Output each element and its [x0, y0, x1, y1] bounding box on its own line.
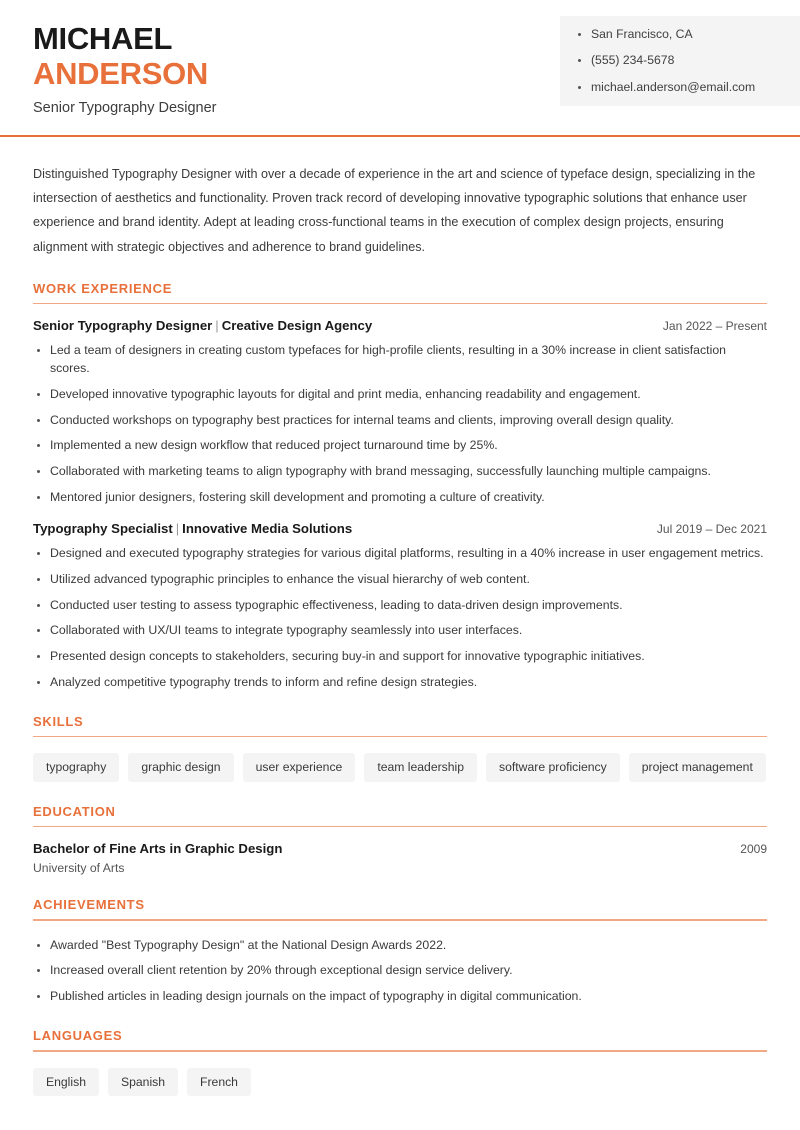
experience-title [33, 318, 372, 333]
experience-bullets [33, 342, 767, 507]
experience-date: Jan 2022 – Present [662, 319, 767, 334]
language-tag: Spanish [108, 1068, 178, 1097]
section-rule-work-experience [33, 303, 767, 304]
education-institution: University of Arts [33, 861, 125, 876]
section-title-achievements: ACHIEVEMENTS [33, 897, 145, 913]
list-item: Mentored junior designers, fostering skill development and promoting a culture of creativity. [33, 489, 767, 507]
contact-phone[interactable]: (555) 234-5678 [578, 54, 786, 67]
section-education [33, 804, 767, 875]
section-title-languages: LANGUAGES [33, 1028, 123, 1044]
list-item: Increased overall client retention by 20% through exceptional design service delivery. [33, 962, 767, 980]
title-separator: | [175, 520, 180, 536]
skills-tag-list [33, 753, 767, 782]
section-rule-achievements [33, 919, 767, 920]
list-item: Conducted workshops on typography best practices for internal teams and clients, improving overall design quality. [33, 412, 767, 430]
full-name [33, 22, 217, 91]
contact-location: San Francisco, CA [578, 28, 786, 41]
resume-header [0, 0, 800, 136]
title-separator: | [215, 318, 219, 334]
skill-tag: project management [629, 753, 766, 782]
education-date: 2009 [740, 842, 767, 857]
education-degree: Bachelor of Fine Arts in Graphic Design [33, 841, 283, 857]
section-title-skills: SKILLS [33, 713, 84, 729]
experience-role: Senior Typography Designer [33, 318, 213, 334]
header-divider [0, 135, 800, 137]
education-entry [33, 841, 767, 875]
list-item: Implemented a new design workflow that reduced project turnaround time by 25%. [33, 437, 767, 455]
list-item: Published articles in leading design journals on the impact of typography in digital communication. [33, 988, 767, 1006]
contact-info-box [560, 16, 800, 106]
last-name: ANDERSON [33, 55, 209, 91]
professional-summary: Distinguished Typography Designer with over a decade of experience in the art and science of typeface design, specializing in the intersection of aesthetics and functionality. Proven track record of developing innovative typographic solutions that enhance user experience and brand identity. Adept at leading cross-functional teams in the execution of complex design projects, ensuring alignment with strategic objectives and adherence to brand guidelines. [33, 167, 756, 254]
contact-email[interactable]: michael.anderson@email.com [578, 81, 786, 94]
first-name: MICHAEL [33, 21, 173, 56]
languages-tag-list [33, 1068, 767, 1097]
contact-list [578, 28, 786, 94]
skill-tag: graphic design [128, 753, 233, 782]
identity-block [0, 0, 217, 116]
experience-entry [33, 318, 767, 507]
experience-role: Typography Specialist [33, 520, 173, 536]
resume-body [0, 162, 800, 1096]
list-item: Collaborated with UX/UI teams to integrate typography seamlessly into user interfaces. [33, 622, 767, 640]
experience-company: Creative Design Agency [221, 318, 373, 334]
section-languages [33, 1028, 767, 1096]
section-title-education: EDUCATION [33, 803, 116, 819]
experience-company: Innovative Media Solutions [182, 520, 353, 536]
list-item: Analyzed competitive typography trends to inform and refine design strategies. [33, 674, 767, 692]
experience-entry [33, 521, 767, 692]
list-item: Presented design concepts to stakeholders, securing buy-in and support for innovative typographic initiatives. [33, 648, 767, 666]
skill-tag: team leadership [364, 753, 477, 782]
achievements-list [33, 937, 767, 1006]
section-rule-skills [33, 736, 767, 737]
list-item: Developed innovative typographic layouts for digital and print media, enhancing readability and engagement. [33, 386, 767, 404]
skill-tag: software proficiency [486, 753, 620, 782]
section-title-work-experience: WORK EXPERIENCE [33, 280, 173, 296]
skill-tag: typography [33, 753, 119, 782]
list-item: Awarded "Best Typography Design" at the National Design Awards 2022. [33, 937, 767, 955]
list-item: Designed and executed typography strategies for various digital platforms, resulting in a 40% increase in user engagement metrics. [33, 545, 767, 563]
section-skills [33, 714, 767, 782]
list-item: Led a team of designers in creating custom typefaces for high-profile clients, resulting in a 30% increase in client satisfaction scores. [33, 342, 767, 378]
experience-bullets [33, 545, 767, 692]
list-item: Conducted user testing to assess typographic effectiveness, leading to data-driven design improvements. [33, 597, 767, 615]
language-tag: English [33, 1068, 99, 1097]
section-work-experience [33, 281, 767, 692]
headline-job-title: Senior Typography Designer [33, 100, 217, 117]
skill-tag: user experience [243, 753, 356, 782]
section-achievements [33, 897, 767, 1006]
experience-title [33, 521, 352, 536]
section-rule-education [33, 826, 767, 827]
list-item: Collaborated with marketing teams to align typography with brand messaging, successfully launching multiple campaigns. [33, 463, 767, 481]
section-rule-languages [33, 1050, 767, 1051]
experience-date: Jul 2019 – Dec 2021 [656, 521, 767, 536]
list-item: Utilized advanced typographic principles to enhance the visual hierarchy of web content. [33, 571, 767, 589]
language-tag: French [187, 1068, 251, 1097]
